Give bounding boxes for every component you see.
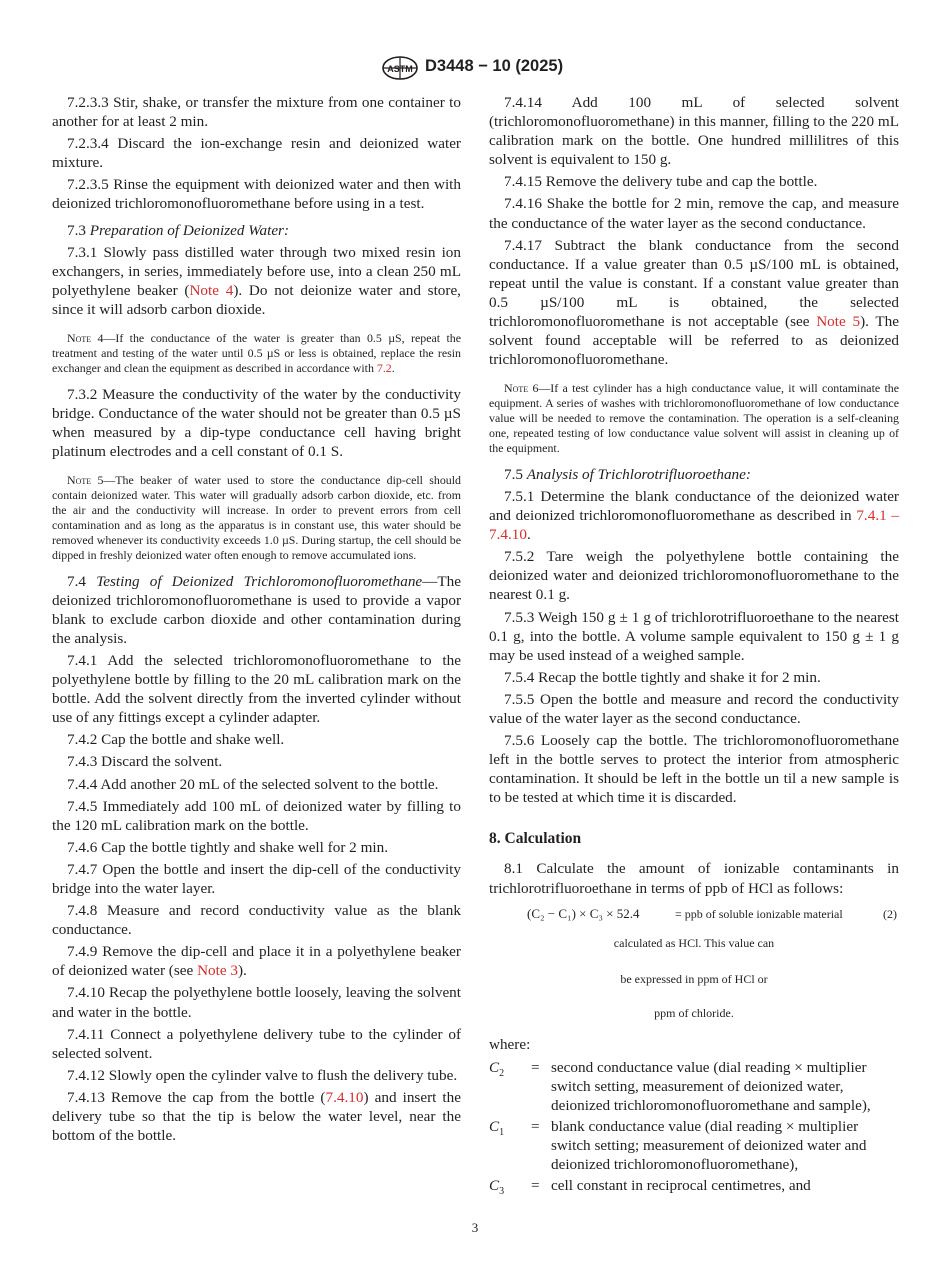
note-4: Note 4—If the conductance of the water is greater than 0.5 µS, repeat the treatment and testing of the water until 0.5 µS or less is obtained, replace the resin exchanger and clean the equipment as described in accordance with 7.2. <box>52 331 461 375</box>
right-column <box>489 93 899 1197</box>
equation-result-text: = ppb of soluble ionizable material <box>675 906 843 921</box>
page-number: 3 <box>471 1220 479 1235</box>
where-label: where: <box>489 1035 531 1053</box>
definition-c1 <box>489 1117 899 1174</box>
para-7-4-9: 7.4.9 Remove the dip-cell and place it in a polyethylene beaker of deionized water (see Note 3). <box>52 943 461 980</box>
equation-continuation-1: calculated as HCl. This value can <box>613 935 775 950</box>
definition-c3 <box>489 1176 899 1198</box>
section-7-3-heading: 7.3 Preparation of Deionized Water: <box>67 221 290 239</box>
note-6: Note 6—If a test cylinder has a high conductance value, it will contaminate the equipment. A series of washes with trichloromonofluoromethane of low conductance value will be needed to remove the contamination. The operation is a self-cleaning one, repeated testing of low conductance value solvent will assist in cleaning up of the equipment. <box>489 381 899 455</box>
para-7-5-6: 7.5.6 Loosely cap the bottle. The trichloromonofluoromethane left in the bottle serves to protect the interior from atmospheric contamination. It should be left in the bottle un til a new sample is to be tested at which time it is discarded. <box>489 732 899 807</box>
para-7-4-16: 7.4.16 Shake the bottle for 2 min, remove the cap, and measure the conductance of the water layer as the second conductance. <box>489 195 899 232</box>
para-7-2-3-5: 7.2.3.5 Rinse the equipment with deionized water and then with deionized trichloromonofluoromethane before using in a test. <box>52 176 461 213</box>
para-7-4-6: 7.4.6 Cap the bottle tightly and shake well for 2 min. <box>67 838 388 856</box>
page-header <box>0 56 950 82</box>
para-7-4-13: 7.4.13 Remove the cap from the bottle (7.4.10) and insert the delivery tube so that the tip is below the water level, near the bottom of the bottle. <box>52 1088 461 1145</box>
para-7-3-1: 7.3.1 Slowly pass distilled water through two mixed resin ion exchangers, in series, immediately before use, into a clean 250 mL polyethylene beaker (Note 4). Do not deionize water and store, since it will adsorb carbon dioxide. <box>52 243 461 318</box>
logo-lettering: ASTM <box>387 64 413 74</box>
para-7-2-3-3: 7.2.3.3 Stir, shake, or transfer the mixture from one container to another for at least 2 min. <box>52 94 461 131</box>
note-4-link[interactable]: Note 4 <box>189 281 234 299</box>
astm-logo-icon <box>381 56 419 80</box>
para-7-5-3: 7.5.3 Weigh 150 g ± 1 g of trichlorotrifluoroethane to the nearest 0.1 g, into the bottle. A volume sample equivalent to 150 g ± 1 g may be used instead of a weighed sample. <box>489 608 899 664</box>
note-5-link[interactable]: Note 5 <box>816 313 861 331</box>
equation-continuation-3: ppm of chloride. <box>654 1005 734 1020</box>
section-7-4-1-range-link[interactable]: 7.4.1 – 7.4.10 <box>489 507 900 544</box>
para-8-1: 8.1 Calculate the amount of ionizable contaminants in trichlorotrifluoroethane in terms of ppb of HCl as follows: <box>489 860 899 897</box>
document-designation: D3448 − 10 (2025) <box>425 57 564 75</box>
note-5: Note 5—The beaker of water used to store the conductance dip-cell should contain deionized water. This water will gradually adsorb carbon dioxide, etc. from the air and the conductivity will increase. In order to prevent errors from cell contamination and as long as the apparatus is in constant use, this water should be removed whenever its conductivity exceeds 1.0 µS. During startup, the cell should be dipped in freshly deionized water often enough to remove accumulated ions. <box>52 473 461 562</box>
equation-continuation-2: be expressed in ppm of HCl or <box>620 971 768 986</box>
para-7-5-1: 7.5.1 Determine the blank conductance of the deionized water and deionized trichloromonofluoromethane as described in 7.4.1 – 7.4.10. <box>489 487 900 544</box>
para-7-4-1: 7.4.1 Add the selected trichloromonofluoromethane to the polyethylene bottle by filling to the 20 mL calibration mark on the bottle. Add the solvent directly from the inverted cylinder without use of any fittings except a cylinder adapter. <box>52 651 461 727</box>
para-7-4-4: 7.4.4 Add another 20 mL of the selected solvent to the bottle. <box>67 775 439 793</box>
para-7-5-2: 7.5.2 Tare weigh the polyethylene bottle containing the deionized water and deionized trichloromonofluoromethane to the nearest 0.1 g. <box>489 548 899 604</box>
variable-definitions <box>489 1058 899 1196</box>
para-7-3-2: 7.3.2 Measure the conductivity of the water by the conductivity bridge. Conductance of the water should not be greater than 0.5 µS when measured by a dip-type conductance cell having bright platinum electrodes and a cell constant of 0.1 S. <box>52 385 461 461</box>
definition-equals: = <box>531 1177 540 1195</box>
definition-symbol: $C_1$ <box>489 1118 505 1139</box>
para-7-4-17: 7.4.17 Subtract the blank conductance from the second conductance. If a value greater than 0.5 µS/100 mL is obtained, repeat until the value is constant. If a constant value greater than 0.5 µS/100 mL is obtained, the selected trichloromonofluoromethane is not acceptable (see Note 5). The solvent found acceptable will be referred to as deionized trichloromonofluoromethane. <box>489 236 899 369</box>
para-7-4-11: 7.4.11 Connect a polyethylene delivery tube to the cylinder of selected solvent. <box>52 1025 461 1062</box>
definition-symbol: $C_3$ <box>489 1177 505 1198</box>
definition-equals: = <box>531 1058 540 1076</box>
section-7-2-link[interactable]: 7.2 <box>376 360 392 375</box>
section-8-heading: 8. Calculation <box>489 830 582 848</box>
section-7-5-heading: 7.5 Analysis of Trichlorotrifluoroethane: <box>504 465 751 483</box>
definition-c2 <box>489 1058 899 1115</box>
equation-number: (2) <box>883 906 897 921</box>
section-7-4-10-link[interactable]: 7.4.10 <box>325 1088 364 1106</box>
para-7-4-7: 7.4.7 Open the bottle and insert the dip-cell of the conductivity bridge into the water layer. <box>52 860 461 897</box>
para-7-2-3-4: 7.2.3.4 Discard the ion-exchange resin and deionized water mixture. <box>52 135 461 172</box>
para-7-4-10: 7.4.10 Recap the polyethylene bottle loosely, leaving the solvent and water in the bottle. <box>52 984 461 1021</box>
equation-2 <box>489 901 899 925</box>
para-7-5-4: 7.5.4 Recap the bottle tightly and shake it for 2 min. <box>504 668 821 686</box>
definition-text: blank conductance value (dial reading × multiplier switch setting; measurement of deionized water and deionized trichloromonofluoromethane), <box>551 1118 867 1174</box>
para-7-4-2: 7.4.2 Cap the bottle and shake well. <box>67 731 285 749</box>
para-7-4-3: 7.4.3 Discard the solvent. <box>67 753 223 771</box>
para-7-4-5: 7.4.5 Immediately add 100 mL of deionized water by filling to the 120 mL calibration mark on the bottle. <box>52 797 461 834</box>
para-7-4-8: 7.4.8 Measure and record conductivity value as the blank conductance. <box>52 902 461 939</box>
para-7-4-15: 7.4.15 Remove the delivery tube and cap the bottle. <box>504 173 818 191</box>
left-column <box>52 93 461 1148</box>
para-7-4-14: 7.4.14 Add 100 mL of selected solvent (trichloromonofluoromethane) in this manner, filling to the 220 mL calibration mark on the bottle. One hundred millilitres of this solvent is equivalent to 150 g. <box>489 94 899 169</box>
definition-equals: = <box>531 1118 540 1135</box>
note-3-link[interactable]: Note 3 <box>197 962 238 980</box>
definition-text: second conductance value (dial reading × multiplier switch setting, measurement of deionized water, deionized trichloromonofluoromethane and sample), <box>551 1058 871 1114</box>
definition-text: cell constant in reciprocal centimetres, and <box>551 1177 811 1195</box>
definition-symbol: $C_2$ <box>489 1058 505 1079</box>
para-7-5-5: 7.5.5 Open the bottle and measure and record the conductivity value of the water layer as the second conductance. <box>489 690 899 727</box>
section-7-4-heading: 7.4 Testing of Deionized Trichloromonofluoromethane—The deionized trichloromonofluoromethane is used to provide a vapor blank to exclude carbon dioxide and other contamination during the analysis. <box>52 572 461 647</box>
para-7-4-12: 7.4.12 Slowly open the cylinder valve to flush the delivery tube. <box>67 1066 458 1084</box>
equation-formula: (C₂ − C₁) × C₃ × 52.4 <box>527 905 640 921</box>
